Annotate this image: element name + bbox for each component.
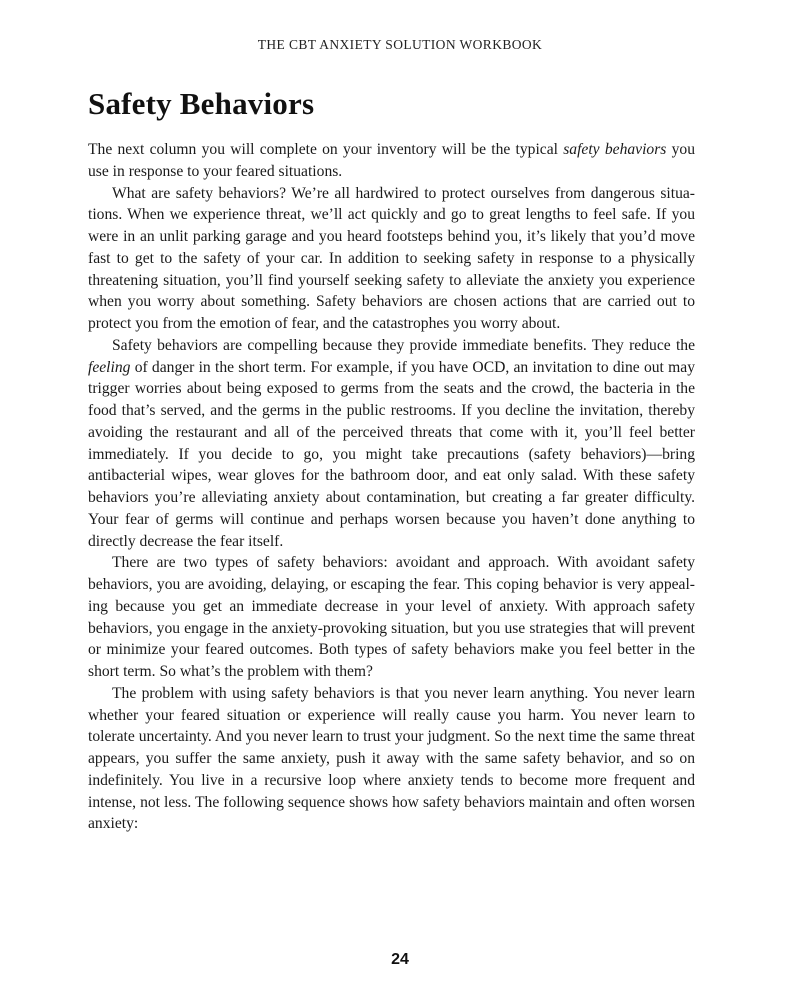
text-run: The next column you will complete on your inventory will be the typical	[88, 141, 564, 158]
emphasis-text: feeling	[88, 358, 131, 376]
text-run: Safety behaviors are compelling because they provide immediate benefits. They reduce the	[112, 336, 695, 354]
section-title: Safety Behaviors	[88, 86, 315, 121]
body-text	[88, 139, 695, 835]
paragraph	[88, 335, 695, 553]
paragraph	[88, 683, 695, 835]
emphasis-text: safety behaviors	[563, 141, 667, 158]
paragraph	[88, 139, 695, 183]
text-run: There are two types of safety behaviors: avoidant and approach. With avoidant safety behaviors, you are avoiding, delaying, or escaping the fear. This coping behavior is very appealing because you get an immediate decrease in your level of anxiety. With approach safety behaviors, you engage in the anxiety-provoking situation, but you use strategies that will prevent or minimize your feared outcomes. Both types of safety behaviors make you feel better in the short term. So what’s the problem with them?	[88, 554, 695, 680]
running-head: THE CBT ANXIETY SOLUTION WORKBOOK	[257, 37, 543, 52]
text-run: The problem with using safety behaviors is that you never learn anything. You never learn whether your feared situation or experience will really cause you harm. You never learn to tolerate uncertainty. And you never learn to trust your judgment. So the next time the same threat appears, you suffer the same anxiety, push it away with the same safety behavior, and so on indefinitely. You live in a recursive loop where anxiety tends to become more frequent and intense, not less. The following sequence shows how safety behaviors maintain and often worsen anxiety:	[88, 684, 695, 833]
paragraph	[88, 183, 695, 335]
text-run: What are safety behaviors? We’re all hardwired to protect ourselves from dangerous situations. When we experience threat, we’ll act quickly and go to great lengths to feel safe. If you were in an unlit parking garage and you heard footsteps behind you, it’s likely that you’d move fast to get to the safety of your car. In addition to seeking safety in response to a physically threatening situation, you’ll find yourself seeking safety to alleviate the anxiety you experience when you worry about something. Safety behaviors are chosen actions that are carried out to protect you from the emotion of fear, and the catastrophes you worry about.	[88, 184, 695, 332]
text-run: you use in response to your feared situations.	[88, 141, 695, 180]
paragraph	[88, 552, 695, 683]
page-number: 24	[391, 951, 409, 968]
text-run: of danger in the short term. For example, if you have OCD, an invitation to dine out may trigger worries about being exposed to germs from the seats and the crowd, the bacteria in the food that’s served, and the germs in the public restrooms. If you decline the invitation, thereby avoiding the restaurant and all of the perceived threats that come with it, you’ll feel better immediately. If you decide to go, you might take precautions (safety behaviors)—bring antibacterial wipes, wear gloves for the bathroom door, and eat only salad. With these safety behaviors you’re alleviating anxiety about contamination, but creating a far greater difficulty. Your fear of germs will continue and perhaps worsen because you haven’t done anything to directly decrease the fear itself.	[88, 358, 695, 550]
